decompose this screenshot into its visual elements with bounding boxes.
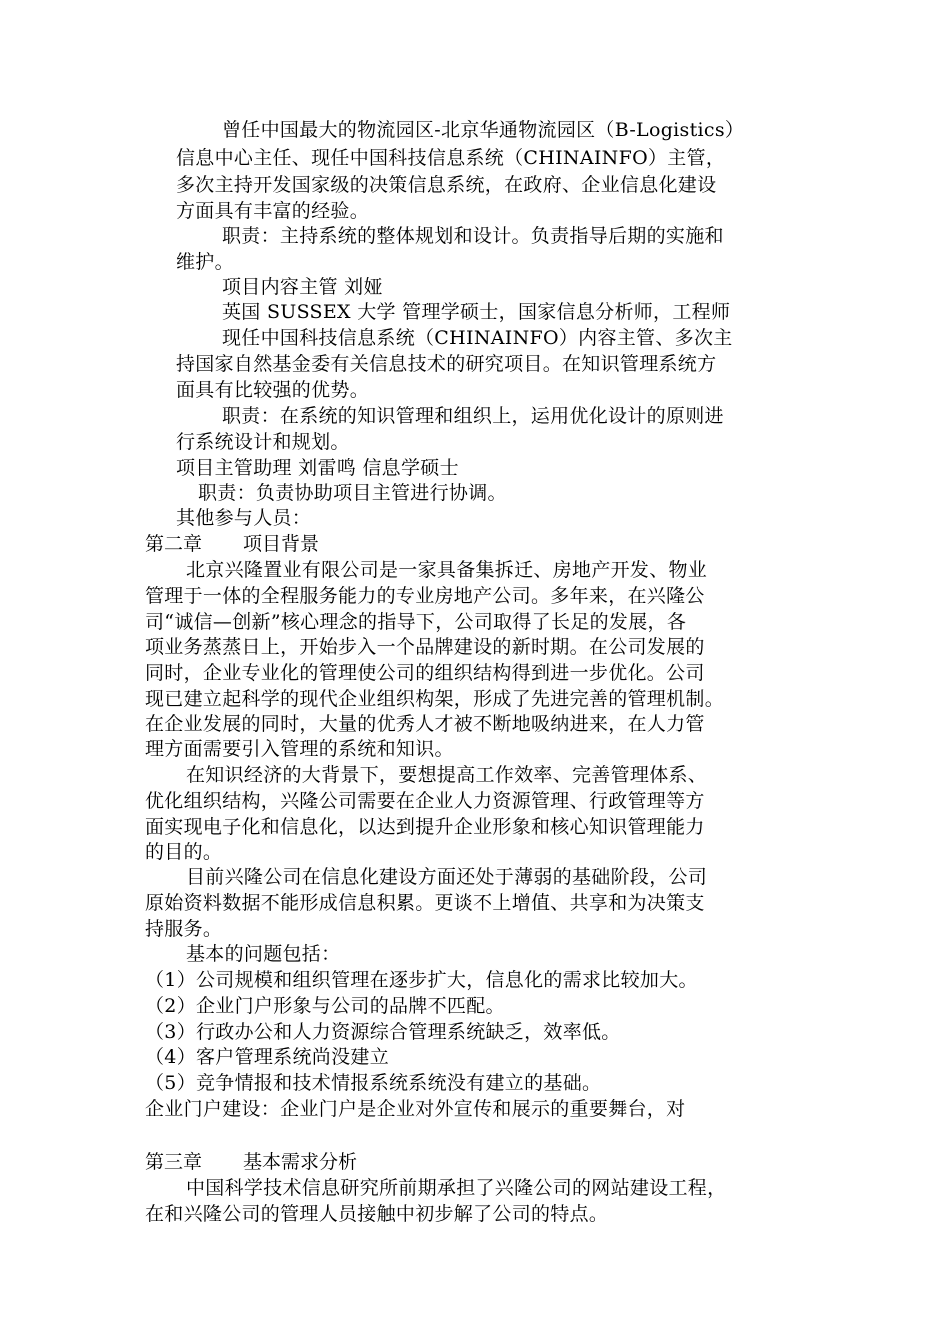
ch3-p1-line-1: 中国科学技术信息研究所前期承担了兴隆公司的网站建设工程，: [186, 1177, 727, 1199]
chapter-2-number: 第二章: [145, 533, 203, 555]
chapter-3-title: 基本需求分析: [243, 1151, 358, 1173]
ch2-p3-line-3: 持服务。: [145, 918, 223, 940]
issue-item-1: （1）公司规模和组织管理在逐步扩大，信息化的需求比较加大。: [145, 969, 698, 991]
ch2-p1-line-8: 理方面需要引入管理的系统和知识。: [145, 738, 454, 760]
ch2-p1-line-2: 管理于一体的全程服务能力的专业房地产公司。多年来，在兴隆公: [145, 585, 705, 607]
leader-bio-line-1: 曾任中国最大的物流园区-北京华通物流园区（B-Logistics）: [222, 119, 745, 141]
portal-construction-line: 企业门户建设：企业门户是企业对外宣传和展示的重要舞台，对: [145, 1098, 686, 1120]
chapter-2-heading: [145, 532, 319, 556]
ch2-p2-line-2: 优化组织结构，兴隆公司需要在企业人力资源管理、行政管理等方: [145, 790, 705, 812]
issue-item-4: （4）客户管理系统尚没建立: [145, 1046, 389, 1068]
ch3-p1-line-2: 在和兴隆公司的管理人员接触中初步解了公司的特点。: [145, 1203, 609, 1225]
ch2-p2-line-1: 在知识经济的大背景下，要想提高工作效率、完善管理体系、: [186, 764, 708, 786]
ch2-p1-line-3: 司“诚信—创新”核心理念的指导下，公司取得了长足的发展，各: [145, 611, 687, 633]
ch2-p1-line-4: 项业务蒸蒸日上，开始步入一个品牌建设的新时期。在公司发展的: [145, 636, 705, 658]
ch2-p2-line-4: 的目的。: [145, 841, 223, 863]
chapter-2-title: 项目背景: [243, 533, 320, 555]
ch2-p1-line-7: 在企业发展的同时，大量的优秀人才被不断地吸纳进来，在人力管: [145, 713, 705, 735]
issue-item-2: （2）企业门户形象与公司的品牌不匹配。: [145, 995, 505, 1017]
chapter-3-number: 第三章: [145, 1151, 203, 1173]
leader-duty-line-2: 维护。: [176, 251, 234, 273]
ch2-p1-line-5: 同时，企业专业化的管理使公司的组织结构得到进一步优化。公司: [145, 662, 705, 684]
ch2-p1-line-1: 北京兴隆置业有限公司是一家具备集拆迁、房地产开发、物业: [186, 559, 708, 581]
leader-duty-line-1: 职责：主持系统的整体规划和设计。负责指导后期的实施和: [222, 225, 724, 247]
leader-bio-line-4: 方面具有丰富的经验。: [176, 200, 370, 222]
leader-bio-line-2: 信息中心主任、现任中国科技信息系统（CHINAINFO）主管，: [176, 147, 726, 169]
content-lead-bio-line-2: 持国家自然基金委有关信息技术的研究项目。在知识管理系统方: [176, 353, 717, 375]
issues-intro: 基本的问题包括：: [186, 943, 341, 965]
ch2-p1-line-6: 现已建立起科学的现代企业组织构架，形成了先进完善的管理机制。: [145, 688, 725, 710]
content-lead-duty-line-1: 职责：在系统的知识管理和组织上，运用优化设计的原则进: [222, 405, 724, 427]
content-lead-duty-line-2: 行系统设计和规划。: [176, 431, 350, 453]
issue-item-3: （3）行政办公和人力资源综合管理系统缺乏，效率低。: [145, 1021, 621, 1043]
content-lead-bio-line-3: 面具有比较强的优势。: [176, 379, 370, 401]
ch2-p3-line-1: 目前兴隆公司在信息化建设方面还处于薄弱的基础阶段，公司: [186, 866, 708, 888]
assistant-duty: 职责：负责协助项目主管进行协调。: [198, 482, 507, 504]
chapter-3-heading: [145, 1150, 357, 1174]
ch2-p2-line-3: 面实现电子化和信息化，以达到提升企业形象和核心知识管理能力: [145, 816, 705, 838]
content-lead-title: 项目内容主管 刘娅: [222, 276, 383, 298]
content-lead-degree: 英国 SUSSEX 大学 管理学硕士，国家信息分析师，工程师: [222, 301, 731, 323]
ch2-p3-line-2: 原始资料数据不能形成信息积累。更谈不上增值、共享和为决策支: [145, 892, 705, 914]
leader-bio-line-3: 多次主持开发国家级的决策信息系统，在政府、企业信息化建设: [176, 174, 717, 196]
issue-item-5: （5）竞争情报和技术情报系统系统没有建立的基础。: [145, 1072, 602, 1094]
assistant-title: 项目主管助理 刘雷鸣 信息学硕士: [176, 457, 459, 479]
other-participants: 其他参与人员：: [176, 507, 312, 529]
content-lead-bio-line-1: 现任中国科技信息系统（CHINAINFO）内容主管、多次主: [222, 327, 733, 349]
